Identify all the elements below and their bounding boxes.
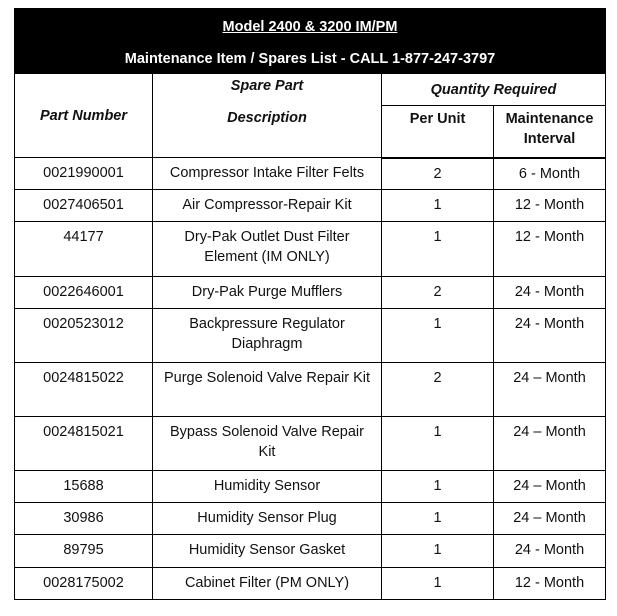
description-cell: Dry-Pak Purge Mufflers [153, 277, 382, 309]
description-cell: Humidity Sensor Plug [153, 503, 382, 535]
table-row [15, 222, 606, 277]
interval-cell: 24 – Month [494, 363, 606, 417]
table-body [15, 158, 606, 600]
table-row [15, 190, 606, 222]
part-number-cell: 0024815022 [15, 363, 153, 417]
header-spare-part: Spare Part [230, 78, 304, 94]
quantity-cell: 1 [382, 471, 494, 503]
part-number-cell: 15688 [15, 471, 153, 503]
header-maintenance: Maintenance [505, 111, 594, 127]
interval-cell: 24 – Month [494, 471, 606, 503]
title-row [15, 9, 606, 74]
spares-table [14, 8, 606, 600]
part-number-cell: 0028175002 [15, 568, 153, 600]
table-row [15, 309, 606, 363]
quantity-cell: 1 [382, 190, 494, 222]
header-description: Description [227, 110, 307, 126]
quantity-cell: 2 [382, 363, 494, 417]
description-cell: Purge Solenoid Valve Repair Kit [153, 363, 382, 417]
quantity-cell: 2 [382, 277, 494, 309]
title-subtitle: Maintenance Item / Spares List - CALL 1-877-247-3797 [124, 51, 496, 67]
quantity-cell: 1 [382, 568, 494, 600]
description-cell: Cabinet Filter (PM ONLY) [153, 568, 382, 600]
interval-cell: 24 - Month [494, 309, 606, 363]
title-model-rest: 2400 & 3200 IM/PM [264, 19, 398, 35]
part-number-cell: 89795 [15, 535, 153, 568]
part-number-cell: 30986 [15, 503, 153, 535]
quantity-cell: 1 [382, 309, 494, 363]
table-row [15, 277, 606, 309]
title-model-word: Model [222, 19, 265, 35]
part-number-cell: 0020523012 [15, 309, 153, 363]
description-cell: Air Compressor-Repair Kit [153, 190, 382, 222]
header-per-unit: Per Unit [382, 106, 494, 158]
description-cell: Humidity Sensor [153, 471, 382, 503]
interval-cell: 24 - Month [494, 277, 606, 309]
quantity-cell: 2 [382, 158, 494, 190]
interval-cell: 24 – Month [494, 417, 606, 471]
part-number-cell: 44177 [15, 222, 153, 277]
table-row [15, 535, 606, 568]
part-number-cell: 0024815021 [15, 417, 153, 471]
part-number-cell: 0022646001 [15, 277, 153, 309]
interval-cell: 6 - Month [494, 158, 606, 190]
quantity-cell: 1 [382, 503, 494, 535]
description-cell: Bypass Solenoid Valve Repair Kit [153, 417, 382, 471]
table-row [15, 471, 606, 503]
description-cell: Dry-Pak Outlet Dust Filter Element (IM ONLY) [153, 222, 382, 277]
interval-cell: 24 - Month [494, 535, 606, 568]
quantity-cell: 1 [382, 417, 494, 471]
interval-cell: 12 - Month [494, 222, 606, 277]
header-row-1 [15, 74, 606, 106]
header-quantity-required: Quantity Required [382, 74, 606, 106]
quantity-cell: 1 [382, 222, 494, 277]
header-interval: Interval [523, 131, 576, 147]
interval-cell: 12 - Month [494, 190, 606, 222]
header-part-number: Part Number [15, 74, 153, 158]
part-number-cell: 0027406501 [15, 190, 153, 222]
table-row [15, 363, 606, 417]
header-maintenance-interval [494, 106, 606, 158]
interval-cell: 24 – Month [494, 503, 606, 535]
description-cell: Compressor Intake Filter Felts [153, 158, 382, 190]
table-row [15, 503, 606, 535]
title-banner [15, 9, 606, 74]
description-cell: Humidity Sensor Gasket [153, 535, 382, 568]
table-row [15, 568, 606, 600]
table-row [15, 417, 606, 471]
interval-cell: 12 - Month [494, 568, 606, 600]
quantity-cell: 1 [382, 535, 494, 568]
table-row [15, 158, 606, 190]
part-number-cell: 0021990001 [15, 158, 153, 190]
header-description-cell [153, 74, 382, 158]
description-cell: Backpressure Regulator Diaphragm [153, 309, 382, 363]
